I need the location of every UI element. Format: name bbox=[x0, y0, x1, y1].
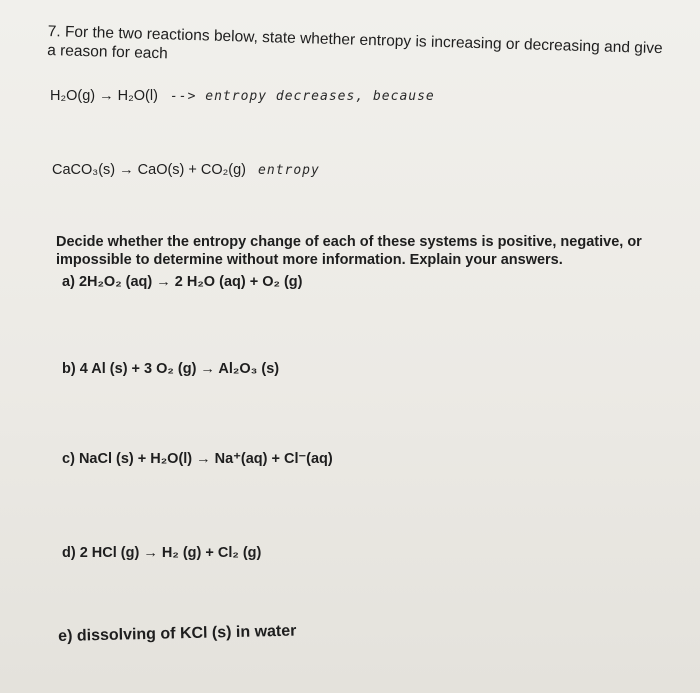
part-c-text: NaCl (s) + H₂O(l) → Na⁺(aq) + Cl⁻(aq) bbox=[78, 451, 333, 467]
reaction-2-equation: CaCO₃(s) → CaO(s) + CO₂(g) bbox=[52, 162, 247, 178]
part-b-label: b) bbox=[62, 361, 76, 377]
part-b bbox=[62, 361, 279, 377]
part-d-label: d) bbox=[62, 545, 76, 561]
part-a-label: a) bbox=[62, 274, 75, 290]
reaction-2-handwritten-answer: entropy bbox=[258, 163, 320, 178]
part-c-label: c) bbox=[62, 451, 75, 467]
reaction-2 bbox=[52, 162, 320, 178]
part-e-label: e) bbox=[58, 627, 73, 645]
part-d bbox=[62, 545, 261, 561]
question-7-prompt: 7. For the two reactions below, state whether entropy is increasing or decreasing and give a reason for each bbox=[46, 22, 663, 63]
part-c bbox=[62, 451, 333, 467]
part-a bbox=[62, 274, 302, 290]
part-d-text: 2 HCl (g) → H₂ (g) + Cl₂ (g) bbox=[79, 545, 262, 561]
part-e bbox=[58, 623, 297, 646]
reaction-1 bbox=[50, 88, 435, 104]
reaction-1-equation: H₂O(g) → H₂O(l) bbox=[50, 88, 158, 104]
part-b-text: 4 Al (s) + 3 O₂ (g) → Al₂O₃ (s) bbox=[79, 361, 280, 377]
part-e-text: dissolving of KCl (s) in water bbox=[76, 622, 297, 645]
section-instructions: Decide whether the entropy change of each of these systems is positive, negative, or impossible to determine without more information. Explain your answers. bbox=[56, 234, 642, 268]
reaction-1-handwritten-answer: --> entropy decreases, because bbox=[169, 89, 435, 104]
part-a-text: 2H₂O₂ (aq) → 2 H₂O (aq) + O₂ (g) bbox=[78, 274, 303, 290]
